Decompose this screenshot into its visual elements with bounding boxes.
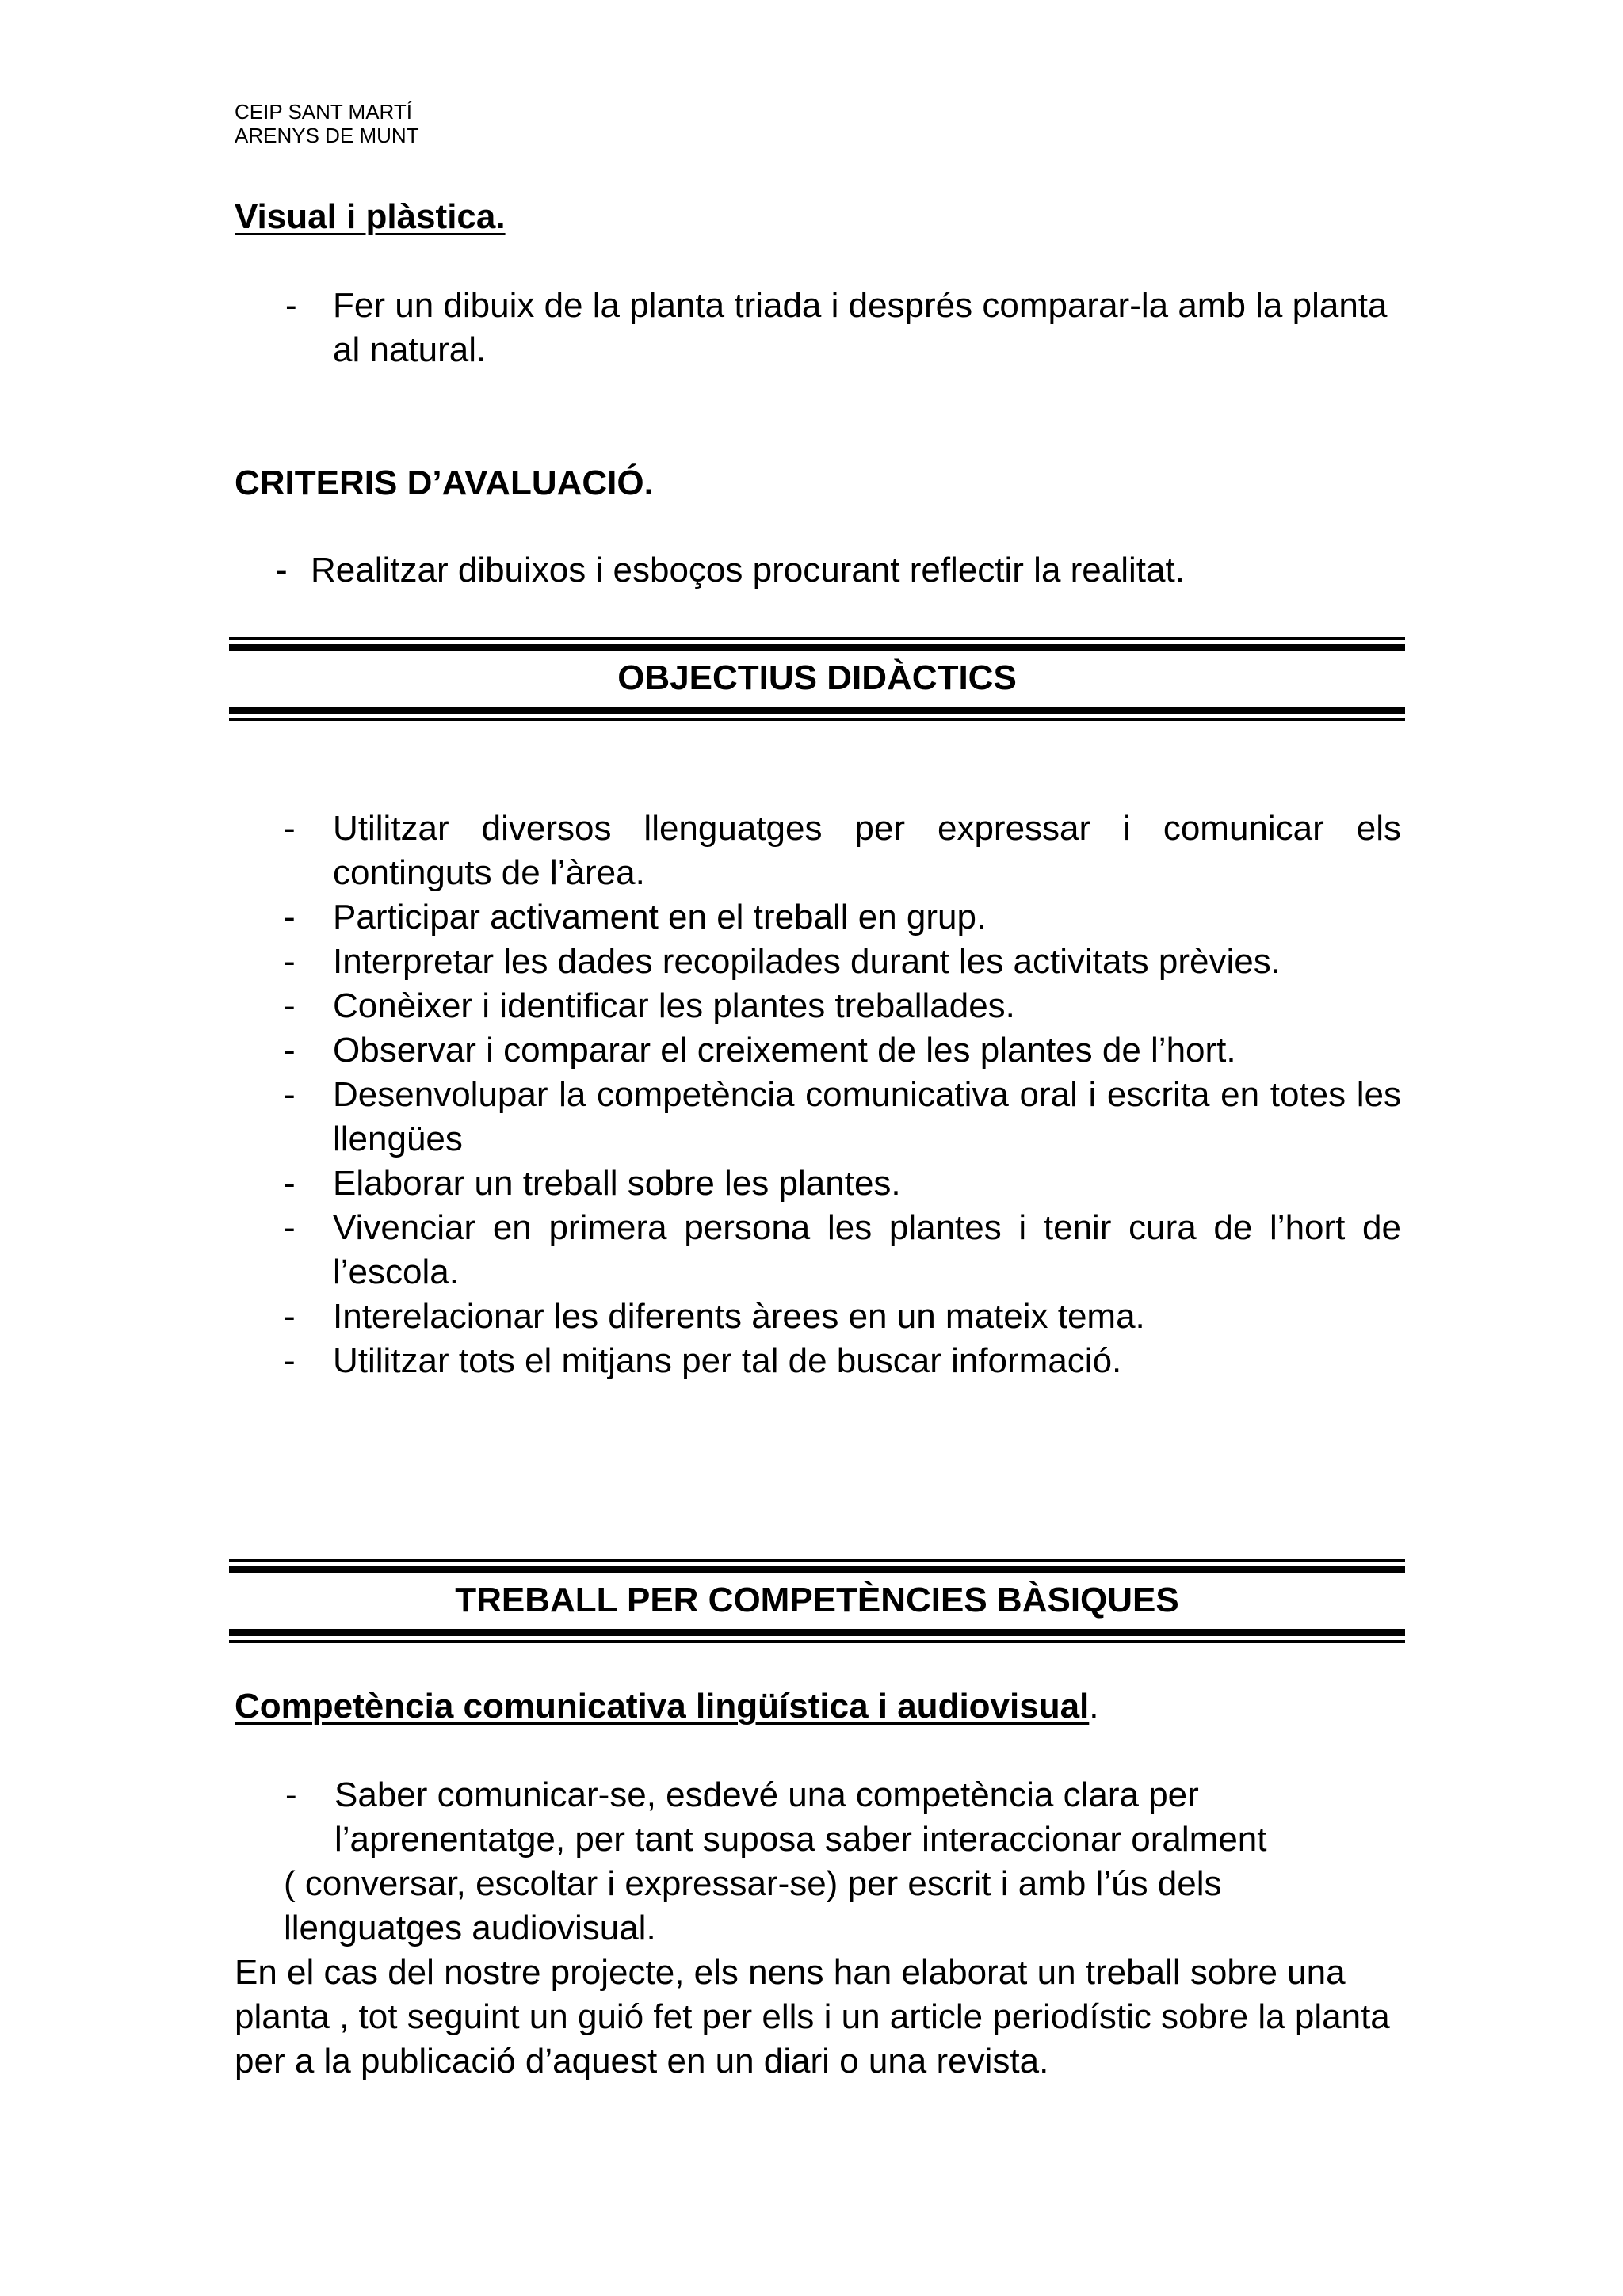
list-item-text: Fer un dibuix de la planta triada i després comparar-la amb la planta al natural.: [333, 286, 1388, 369]
list-item: [284, 1339, 1401, 1383]
banner-rule-thin-top: [229, 637, 1405, 640]
list-item-text: Vivenciar en primera persona les plantes i tenir cura de l’hort de l’escola.: [333, 1208, 1401, 1291]
item-line: l’aprenentatge, per tant suposa saber interaccionar oralment: [334, 1820, 1267, 1859]
list-item-text: Utilitzar tots el mitjans per tal de buscar informació.: [333, 1341, 1122, 1380]
list-item: [284, 1073, 1401, 1161]
objectius-list: [284, 807, 1401, 1383]
list-item-text: Desenvolupar la competència comunicativa oral i escrita en totes les llengües: [333, 1075, 1401, 1158]
list-item: [276, 548, 1409, 593]
competencies-paragraph: En el cas del nostre projecte, els nens han elaborat un treball sobre una planta , tot seguint un guió fet per ells i un article periodístic sobre la planta per a la publicació d’aquest en un diari o una revista.: [235, 1953, 1390, 2081]
item-line: ( conversar, escoltar i expressar-se) per escrit i amb l’ús dels: [284, 1864, 1222, 1903]
list-item-text: Elaborar un treball sobre les plantes.: [333, 1164, 901, 1203]
list-item: [284, 1028, 1401, 1073]
list-item-text: Observar i comparar el creixement de les plantes de l’hort.: [333, 1031, 1236, 1070]
subheading-text: Competència comunicativa lingüística i audiovisual: [235, 1687, 1090, 1726]
dash-bullet: -: [284, 1164, 296, 1203]
objectius-banner: [229, 637, 1405, 723]
school-town: ARENYS DE MUNT: [235, 124, 419, 147]
dash-bullet: -: [284, 809, 296, 848]
objectius-title: OBJECTIUS DIDÀCTICS: [617, 658, 1017, 697]
item-line: Saber comunicar-se, esdevé una competència clara per: [334, 1775, 1199, 1814]
list-item: [284, 1206, 1401, 1295]
banner-rule-thin-bottom: [229, 1640, 1405, 1643]
banner-rule-thin-bottom: [229, 718, 1405, 721]
banner-rule-thick-bottom: [229, 1629, 1405, 1636]
list-item-text: Participar activament en el treball en grup.: [333, 898, 987, 936]
banner-rule-thick-bottom: [229, 707, 1405, 714]
banner-rule-thick-top: [229, 644, 1405, 651]
competencies-subheading: [235, 1684, 1099, 1729]
dash-bullet: -: [284, 1031, 296, 1070]
list-item: [284, 895, 1401, 940]
dash-bullet: -: [284, 898, 296, 936]
list-item-text: Interpretar les dades recopilades durant les activitats prèvies.: [333, 942, 1281, 981]
banner-rule-thick-top: [229, 1566, 1405, 1573]
criteris-list: [276, 548, 1409, 593]
list-item: [284, 807, 1401, 895]
dash-bullet: -: [285, 286, 297, 325]
criteris-heading: CRITERIS D’AVALUACIÓ.: [235, 463, 654, 502]
dash-bullet: -: [284, 986, 296, 1025]
competencies-title: TREBALL PER COMPETÈNCIES BÀSIQUES: [455, 1581, 1179, 1619]
list-item: [284, 984, 1401, 1028]
dash-bullet: -: [284, 1341, 296, 1380]
dash-bullet: -: [285, 1775, 297, 1814]
dash-bullet: -: [284, 942, 296, 981]
banner-rule-thin-top: [229, 1559, 1405, 1562]
visual-heading: Visual i plàstica.: [235, 197, 506, 236]
list-item-text: Conèixer i identificar les plantes treballades.: [333, 986, 1015, 1025]
item-line: llenguatges audiovisual.: [284, 1909, 656, 1947]
dash-bullet: -: [284, 1075, 296, 1114]
list-item: [285, 284, 1395, 372]
subheading-period: .: [1089, 1687, 1099, 1726]
list-item: [284, 1161, 1401, 1206]
school-name: CEIP SANT MARTÍ: [235, 100, 412, 124]
dash-bullet: -: [284, 1297, 296, 1336]
list-item: [284, 940, 1401, 984]
list-item-text: Realitzar dibuixos i esboços procurant reflectir la realitat.: [311, 551, 1185, 589]
dash-bullet: -: [284, 1208, 296, 1247]
list-item-text: Interelacionar les diferents àrees en un mateix tema.: [333, 1297, 1145, 1336]
competencies-banner: [229, 1559, 1405, 1645]
list-item: [284, 1295, 1401, 1339]
dash-bullet: -: [276, 551, 288, 589]
list-item-text: Utilitzar diversos llenguatges per expressar i comunicar els continguts de l’àrea.: [333, 809, 1401, 892]
visual-list: [285, 284, 1395, 372]
